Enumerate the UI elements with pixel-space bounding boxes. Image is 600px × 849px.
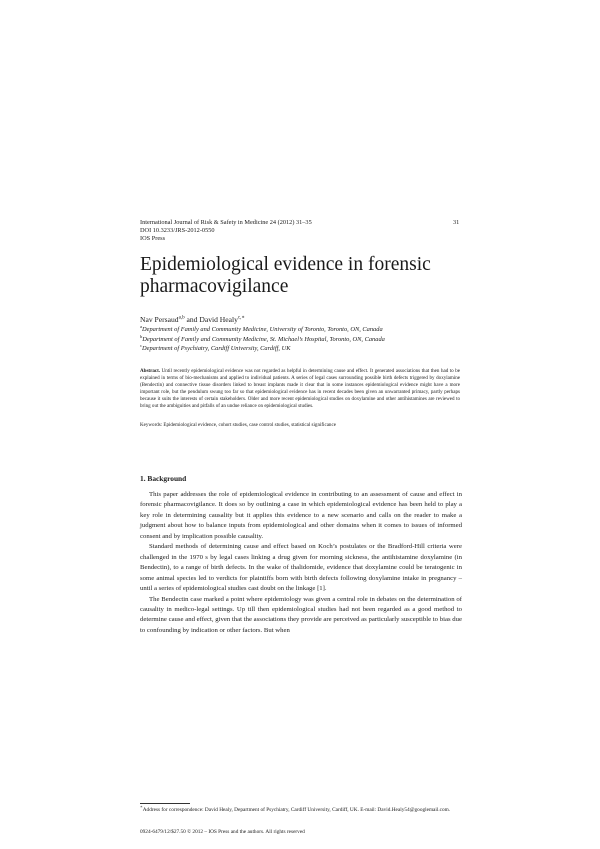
author-name: David Healy <box>199 315 238 324</box>
page-number: 31 <box>453 219 460 226</box>
publisher-line: IOS Press <box>140 235 166 242</box>
author-joiner: and <box>184 315 200 324</box>
journal-header <box>140 219 460 243</box>
affiliation-text: Department of Family and Community Medicine, University of Toronto, Toronto, ON, Canada <box>142 326 383 333</box>
body-paragraph: This paper addresses the role of epidemiological evidence in contributing to an assessment of cause and effect in forensic pharmacovigilance. It does so by outlining a case in which epidemiological evidence has been held to play a key role in determining causality but it applies this evidence to a new scenario and calls on the reader to make a judgment about how to balance inputs from epidemiological and other domains when it comes to issues of informed consent and by implication possible causality. <box>140 491 462 540</box>
author-affiliation-mark: a,b <box>178 315 185 321</box>
abstract-label: Abstract. <box>140 368 161 374</box>
affiliation-list <box>140 325 385 354</box>
body-text <box>140 490 462 636</box>
title-line-2: pharmacovigilance <box>140 276 289 297</box>
footnote <box>140 804 462 814</box>
affiliation-item <box>140 344 385 354</box>
affiliation-item <box>140 325 385 335</box>
affiliation-text: Department of Family and Community Medicine, St. Michael’s Hospital, Toronto, ON, Canada <box>142 335 385 343</box>
author-list <box>140 315 245 325</box>
affiliation-text: Department of Psychiatry, Cardiff University, Cardiff, UK <box>142 345 291 352</box>
body-paragraph: Standard methods of determining cause and effect based on Koch’s postulates or the Bradford-Hill criteria were challenged in the 1970 s by legal cases linking a drug given for morning sickness, the antihistamine doxylamine (in Bendectin), to a range of birth defects. In the wake of thalidomide, evidence that doxylamine could be teratogenic in some animal species led to verdicts for plaintiffs born with birth defects following doxylamine intake in pregnancy – until a series of epidemiological studies cast doubt on the linkage [1]. <box>140 543 462 593</box>
journal-citation: International Journal of Risk & Safety in Medicine 24 (2012) 31–35 <box>140 219 312 226</box>
footnote-mark: ∗ <box>140 804 143 810</box>
copyright-line: 0924-6479/12/$27.50 © 2012 – IOS Press and the authors. All rights reserved <box>140 829 305 835</box>
keywords: Keywords: Epidemiological evidence, cohort studies, case control studies, statistical significance <box>140 422 336 428</box>
title-line-1: Epidemiological evidence in forensic <box>140 254 431 275</box>
author-name: Nav Persaud <box>140 315 179 324</box>
abstract-text: Until recently epidemiological evidence was not regarded as helpful in determining cause and effect. It generated associations that then had to be explained in terms of bio-mechanisms and applied to individual patients. A series of legal cases surrounding possible birth defects triggered by doxylamine (Bendectin) and connective tissue disorders linked to breast implants made it clear that in some instances epidemiological evidence might have a more important role, but the pendulum swung too far so that epidemiological evidence has in recent decades been given an unwarranted primacy, partly perhaps because it suits the interests of certain stakeholders. Older and more recent epidemiological studies on doxylamine and other antihistamines are reviewed to bring out the ambiguities and pitfalls of an undue reliance on epidemiological studies. <box>140 368 460 409</box>
footnote-text: Address for correspondence: David Healy, Department of Psychiatry, Cardiff University, Cardiff, UK. E-mail: David.Healy54@googlemail.com. <box>142 807 451 813</box>
doi-line: DOI 10.3233/JRS-2012-0550 <box>140 227 215 234</box>
author-affiliation-mark: c,∗ <box>237 315 245 321</box>
article-title <box>140 254 470 298</box>
affiliation-item <box>140 335 385 345</box>
affiliation-mark: b <box>140 333 143 339</box>
body-paragraph: The Bendectin case marked a point where epidemiology was given a central role in debates on the determination of causality in medico-legal settings. Up till then epidemiological studies had not been regarded as a good method to determine cause and effect, given that the associations they provide are perceived as particularly susceptible to bias due to confounding by indication or other factors. But when <box>140 595 462 634</box>
affiliation-mark: c <box>140 342 142 348</box>
abstract <box>140 368 460 409</box>
affiliation-mark: a <box>140 323 142 329</box>
footnote-divider <box>140 803 190 804</box>
section-heading: 1. Background <box>140 474 187 483</box>
